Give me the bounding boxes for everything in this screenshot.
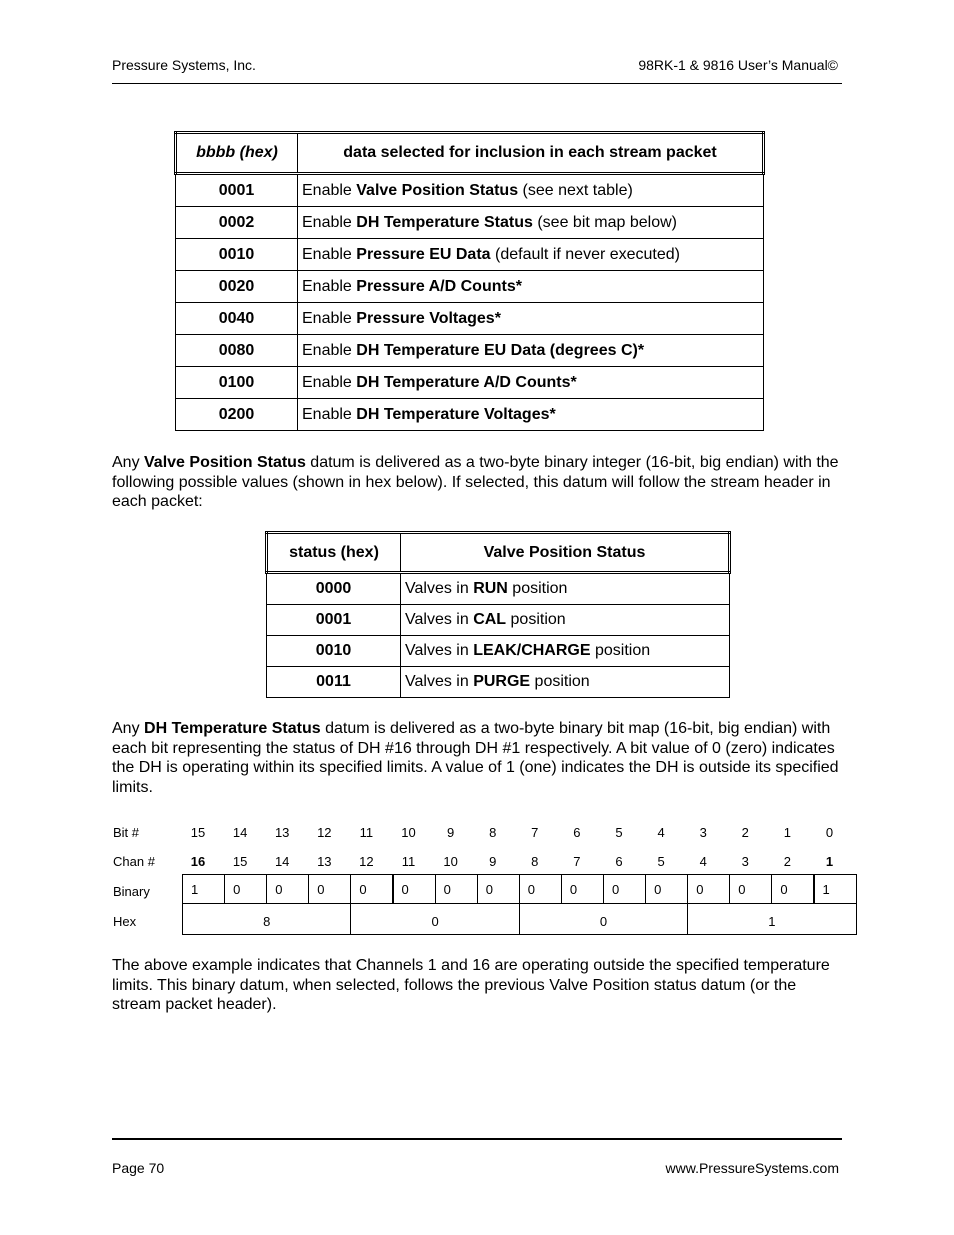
binary-bit-cell: 0 [603,874,646,904]
row-code: 0100 [176,367,298,399]
table-row [176,367,764,399]
channel-number: 15 [232,854,248,869]
bit-row-label: Bit # [113,825,140,840]
header-manual-title: 98RK-1 & 9816 User’s Manual© [638,57,838,73]
bit-number: 6 [573,825,581,840]
row-description: Enable DH Temperature Status (see bit map below) [298,207,764,239]
header-company: Pressure Systems, Inc. [112,57,256,73]
row-description: Valves in LEAK/CHARGE position [401,636,730,667]
bit-number: 8 [489,825,497,840]
chan-row-label: Chan # [113,854,155,869]
table-header-row [267,533,730,573]
table-row [176,399,764,431]
column-header-data-selected: data selected for inclusion in each stream packet [298,133,764,174]
footer-divider [112,1138,842,1140]
channel-number: 3 [741,854,749,869]
row-description: Valves in PURGE position [401,667,730,698]
row-description: Enable DH Temperature A/D Counts* [298,367,764,399]
channel-number: 2 [783,854,791,869]
table-row [267,636,730,667]
bit-number: 10 [401,825,416,840]
row-description: Valves in RUN position [401,573,730,605]
table-row [176,303,764,335]
binary-bit-cell: 0 [393,874,436,904]
table-row [176,239,764,271]
channel-number: 5 [657,854,665,869]
row-description: Enable DH Temperature EU Data (degrees C)* [298,335,764,367]
table-row [176,271,764,303]
hex-nibble-cell: 8 [182,904,351,935]
binary-bit-cell: 0 [435,874,478,904]
hex-row-label: Hex [113,914,137,929]
hex-nibble-cell: 0 [519,904,688,935]
binary-bit-cell: 1 [814,874,857,904]
hex-nibble-cell: 1 [687,904,856,935]
row-code: 0010 [176,239,298,271]
binary-bit-cell: 0 [729,874,772,904]
row-code: 0010 [267,636,401,667]
column-header-status: status (hex) [267,533,401,573]
binary-bit-cell: 0 [477,874,520,904]
row-code: 0000 [267,573,401,605]
binary-bit-cell: 0 [687,874,730,904]
header-divider [112,83,842,84]
channel-number: 6 [615,854,623,869]
column-header-bbbb: bbbb (hex) [176,133,298,174]
row-code: 0001 [267,605,401,636]
bit-number: 1 [783,825,791,840]
binary-row-label: Binary [113,884,150,899]
binary-bit-cell: 0 [224,874,267,904]
row-code: 0080 [176,335,298,367]
table-header-row [176,133,764,174]
binary-bit-cell: 0 [350,874,393,904]
bit-number: 14 [232,825,248,840]
row-code: 0011 [267,667,401,698]
bit-number: 13 [274,825,290,840]
channel-number: 10 [443,854,458,869]
bit-number: 0 [825,825,834,840]
table-row [267,667,730,698]
channel-number: 9 [489,854,497,869]
table-row [267,605,730,636]
column-header-valve-position-status: Valve Position Status [401,533,730,573]
bit-number: 15 [190,825,206,840]
bit-number: 9 [446,825,455,840]
summary-paragraph: The above example indicates that Channels 1 and 16 are operating outside the specified temperature limits. This binary datum, when selected, follows the previous Valve Position status datum (or the stream packet header). [112,957,830,1014]
bit-number: 4 [657,825,665,840]
bit-number: 11 [359,825,374,840]
hex-nibble-cell: 0 [350,904,519,935]
row-description: Enable Valve Position Status (see next table) [298,174,764,207]
page-number: Page 70 [112,1160,165,1176]
valve-position-table [265,531,731,698]
row-description: Enable Pressure EU Data (default if never executed) [298,239,764,271]
binary-bit-cell: 0 [771,874,814,904]
row-code: 0200 [176,399,298,431]
table-row [176,335,764,367]
binary-bit-cell: 0 [308,874,351,904]
row-description: Enable Pressure A/D Counts* [298,271,764,303]
table-row [267,573,730,605]
channel-number: 13 [317,854,332,869]
channel-number: 8 [531,854,539,869]
row-code: 0001 [176,174,298,207]
channel-number: 11 [401,854,416,869]
row-code: 0040 [176,303,298,335]
row-code: 0020 [176,271,298,303]
bit-number: 2 [741,825,749,840]
table-row [176,174,764,207]
bit-number: 3 [699,825,707,840]
channel-number: 1 [825,854,834,869]
channel-number: 12 [359,854,374,869]
channel-number: 7 [573,854,581,869]
bit-number: 7 [531,825,539,840]
binary-bit-cell: 0 [519,874,562,904]
dh-temperature-paragraph: Any DH Temperature Status datum is delivered as a two-byte binary bit map (16-bit, big endian) with each bit representing the status of DH #16 through DH #1 respectively. A bit value of 0 (zero) indicates the DH is operating within its specified limits. A value of 1 (one) indicates the DH is outside its specified limits. [112,720,839,797]
channel-number: 4 [699,854,707,869]
binary-bit-cell: 0 [645,874,688,904]
binary-bit-cell: 1 [182,874,225,904]
footer-website: www.PressureSystems.com [665,1160,839,1176]
row-description: Valves in CAL position [401,605,730,636]
bit-number: 12 [317,825,332,840]
binary-bit-cell: 0 [561,874,604,904]
valve-status-paragraph: Any Valve Position Status datum is delivered as a two-byte binary integer (16-bit, big endian) with the following possible values (shown in hex below). If selected, this datum will follow the stream header in each packet: [112,454,839,511]
row-code: 0002 [176,207,298,239]
table-row [176,207,764,239]
row-description: Enable DH Temperature Voltages* [298,399,764,431]
bit-number: 5 [615,825,623,840]
channel-number: 14 [274,854,290,869]
row-description: Enable Pressure Voltages* [298,303,764,335]
stream-selection-table [174,131,765,431]
binary-bit-cell: 0 [266,874,309,904]
channel-number: 16 [190,854,206,869]
